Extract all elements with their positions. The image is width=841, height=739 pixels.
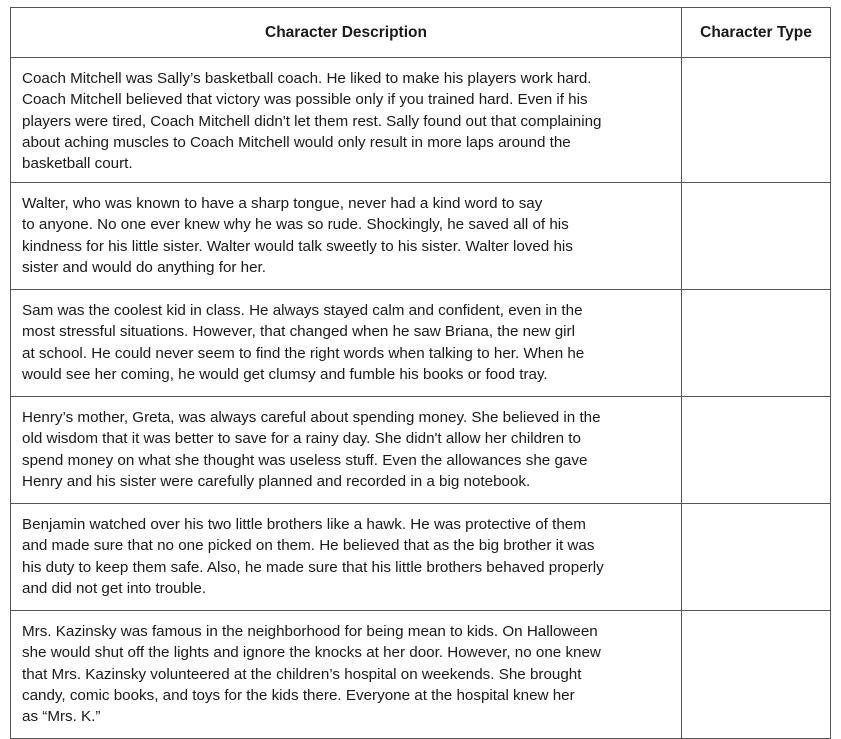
table-row <box>11 504 831 611</box>
character-type-cell[interactable] <box>682 611 831 739</box>
header-row <box>11 8 831 58</box>
table-row <box>11 290 831 397</box>
description-cell: Sam was the coolest kid in class. He always stayed calm and confident, even in the most stressful situations. However, that changed when he saw Briana, the new girl at school. He could never seem to find the right words when talking to her. When he would see her coming, he would get clumsy and fumble his books or food tray. <box>11 290 682 397</box>
character-type-cell[interactable] <box>682 58 831 183</box>
description-cell: Benjamin watched over his two little brothers like a hawk. He was protective of them and made sure that no one picked on them. He believed that as the big brother it was his duty to keep them safe. Also, he made sure that his little brothers behaved properly and did not get into trouble. <box>11 504 682 611</box>
table-row <box>11 58 831 183</box>
description-cell: Mrs. Kazinsky was famous in the neighborhood for being mean to kids. On Halloween she would shut off the lights and ignore the knocks at her door. However, no one knew that Mrs. Kazinsky volunteered at the children’s hospital on weekends. She brought candy, comic books, and toys for the kids there. Everyone at the hospital knew her as “Mrs. K.” <box>11 611 682 739</box>
description-cell: Henry’s mother, Greta, was always careful about spending money. She believed in the old wisdom that it was better to save for a rainy day. She didn't allow her children to spend money on what she thought was useless stuff. Even the allowances she gave Henry and his sister were carefully planned and recorded in a big notebook. <box>11 397 682 504</box>
character-type-cell[interactable] <box>682 290 831 397</box>
character-type-cell[interactable] <box>682 504 831 611</box>
character-type-cell[interactable] <box>682 183 831 290</box>
table-row <box>11 183 831 290</box>
description-cell: Coach Mitchell was Sally’s basketball coach. He liked to make his players work hard. Coach Mitchell believed that victory was possible only if you trained hard. Even if his players were tired, Coach Mitchell didn't let them rest. Sally found out that complaining about aching muscles to Coach Mitchell would only result in more laps around the basketball court. <box>11 58 682 183</box>
character-table <box>10 7 831 739</box>
header-character-type: Character Type <box>682 8 831 58</box>
header-character-description: Character Description <box>11 8 682 58</box>
table-row <box>11 611 831 739</box>
character-type-cell[interactable] <box>682 397 831 504</box>
description-cell: Walter, who was known to have a sharp tongue, never had a kind word to say to anyone. No one ever knew why he was so rude. Shockingly, he saved all of his kindness for his little sister. Walter would talk sweetly to his sister. Walter loved his sister and would do anything for her. <box>11 183 682 290</box>
table-row <box>11 397 831 504</box>
